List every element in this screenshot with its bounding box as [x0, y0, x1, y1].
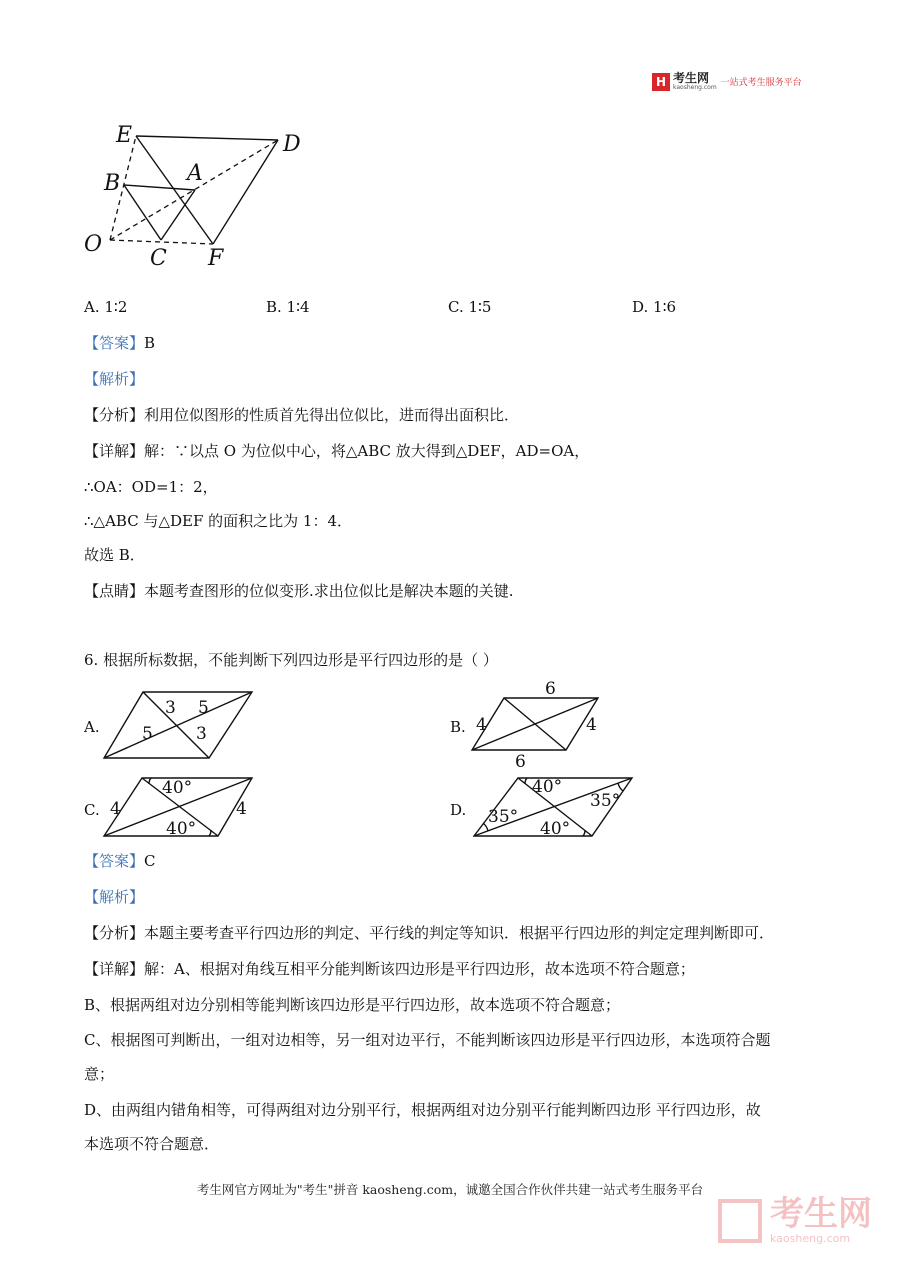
q5-line3: ∴△ABC 与△DEF 的面积之比为 1：4．	[84, 512, 353, 530]
logo-slogan: 一站式考生服务平台	[720, 78, 802, 88]
fig-a-label-4: 3	[196, 724, 207, 744]
q5-option-d: D. 1∶6	[632, 298, 677, 316]
segment-BC	[124, 185, 161, 240]
q6-question: 6. 根据所标数据，不能判断下列四边形是平行四边形的是（ ）	[84, 651, 498, 669]
fig-a-label-3: 5	[142, 724, 153, 744]
q6-figure-c	[100, 774, 260, 840]
fig-b-label-bottom: 6	[515, 752, 526, 770]
q5-option-c: C. 1∶5	[448, 298, 492, 316]
watermark	[718, 1196, 872, 1245]
q6-analysis-tag: 【解析】	[84, 888, 145, 906]
fenxi-text: 利用位似图形的性质首先得出位似比，进而得出面积比．	[144, 406, 520, 424]
segment-ED	[136, 136, 278, 140]
q6-option-a-label: A.	[84, 718, 100, 736]
footer-text: 考生网官方网址为"考生"拼音 kaosheng.com，诚邀全国合作伙伴共建一站式考生服务平台	[196, 1182, 704, 1197]
xiangjie-text: 解：A、根据对角线互相平分能判断该四边形是平行四边形，故本选项不符合题意；	[144, 960, 695, 978]
label-E: E	[116, 123, 133, 148]
q5-line4: 故选 B．	[84, 546, 145, 564]
fig-b-label-top: 6	[545, 679, 556, 699]
q5-option-a: A. 1∶2	[84, 298, 128, 316]
fig-c-label-bottom-angle: 40°	[166, 819, 197, 839]
q6-option-b-label: B.	[450, 718, 466, 736]
watermark-text	[770, 1196, 872, 1245]
q6-c-line1: C、根据图可判断出，一组对边相等，另一组对边平行，不能判断该四边形是平行四边形，本选项符合题	[84, 1031, 771, 1049]
q6-fenxi	[84, 923, 774, 943]
label-A: A	[187, 161, 203, 186]
q6-b-line: B、根据两组对边分别相等能判断该四边形是平行四边形，故本选项不符合题意；	[84, 996, 621, 1014]
q6-d-line2: 本选项不符合题意．	[84, 1135, 220, 1153]
xiangjie-text: 解：∵以点 O 为位似中心，将△ABC 放大得到△DEF，AD=OA，	[144, 442, 590, 460]
fig-d-label-bottom-angle: 40°	[540, 819, 571, 839]
fig-a-label-2: 5	[198, 698, 209, 718]
fig-d-label-left-angle: 35°	[488, 807, 519, 827]
q5-analysis-tag: 【解析】	[84, 370, 145, 388]
q5-line2: ∴OA：OD=1：2，	[84, 478, 218, 496]
fenxi-tag: 【分析】	[84, 406, 145, 424]
label-F: F	[208, 246, 224, 271]
header-logo	[652, 72, 802, 91]
fenxi-tag: 【分析】	[84, 924, 145, 942]
segment-EF	[136, 136, 213, 244]
q6-answer	[84, 851, 156, 871]
fig-c-label-right: 4	[236, 799, 247, 819]
fig-b-label-right: 4	[586, 715, 597, 735]
answer-value: B	[144, 334, 156, 352]
answer-tag: 【答案】	[84, 334, 145, 352]
logo-mark-icon: H	[652, 73, 670, 91]
fig-d-label-right-angle: 35°	[590, 791, 621, 811]
q5-answer	[84, 333, 155, 353]
xiangjie-tag: 【详解】	[84, 442, 145, 460]
fig-d-label-top-angle: 40°	[532, 777, 563, 797]
logo-url: kaosheng.com	[673, 84, 717, 91]
q6-option-c-label: C.	[84, 801, 100, 819]
label-D: D	[283, 132, 301, 157]
label-O: O	[84, 232, 103, 257]
fig-b-label-left: 4	[476, 715, 487, 735]
q6-option-d-label: D.	[450, 801, 467, 819]
q6-figure-d	[470, 774, 640, 840]
logo-name: 考生网	[673, 71, 710, 85]
q6-c-line2: 意；	[84, 1065, 115, 1083]
q6-figure-b	[466, 678, 611, 770]
segment-AC	[161, 190, 195, 240]
logo-text	[673, 72, 717, 91]
q6-figure-a	[100, 688, 265, 764]
answer-value: C	[144, 852, 156, 870]
fig-a-label-1: 3	[165, 698, 176, 718]
answer-tag: 【答案】	[84, 852, 145, 870]
label-C: C	[150, 246, 167, 271]
fig-c-label-left: 4	[110, 799, 121, 819]
dianjing-text: 本题考查图形的位似变形.求出位似比是解决本题的关键.	[144, 582, 514, 600]
watermark-logo-icon	[718, 1199, 762, 1243]
segment-BA	[124, 185, 195, 190]
homothety-figure	[80, 118, 320, 278]
xiangjie-tag: 【详解】	[84, 960, 145, 978]
q5-xiangjie	[84, 441, 589, 461]
q5-fenxi	[84, 405, 519, 425]
q6-xiangjie	[84, 959, 695, 979]
fig-c-label-top-angle: 40°	[162, 778, 193, 798]
watermark-url: kaosheng.com	[770, 1232, 851, 1245]
dianjing-tag: 【点睛】	[84, 582, 145, 600]
dashed-OF	[110, 240, 213, 244]
fenxi-text: 本题主要考查平行四边形的判定、平行线的判定等知识．根据平行四边形的判定定理判断即可．	[144, 924, 775, 942]
segment-DF	[213, 140, 278, 244]
watermark-name: 考生网	[770, 1194, 872, 1234]
q5-dianjing	[84, 581, 514, 601]
label-B: B	[104, 171, 121, 196]
q6-d-line1: D、由两组内错角相等，可得两组对边分别平行，根据两组对边分别平行能判断四边形 平行四边形，故	[84, 1101, 761, 1119]
q5-option-b: B. 1∶4	[266, 298, 310, 316]
